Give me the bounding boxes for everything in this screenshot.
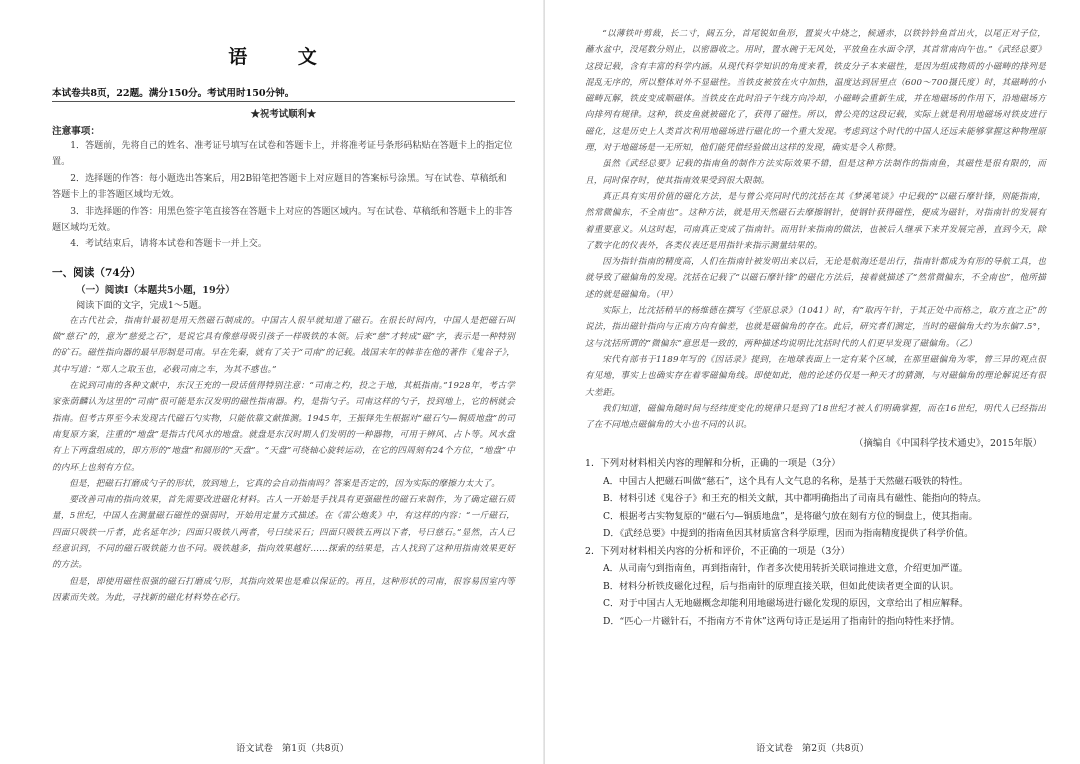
passage-paragraph: 在古代社会，指南针最初是用天然磁石制成的。中国古人很早就知道了磁石。在很长时间内，中国人是把磁石叫做“慈石”的，意为“慈爱之石”，是说它具有像慈母吸引孩子一样吸铁的本领。后来“慈”才转成“磁”字，表示是一种特别的矿石。磁性指向器的最早形制是司南。早在先秦，就有了关于“司南”的记载。战国末年的韩非在他的著作《鬼谷子》，其中写道：“郑人之取玉也，必载司南之车，为其不惑也。” [52,315,515,375]
wish-label: ★祝考试顺利★ [250,109,317,120]
reading-instruction: 阅读下面的文字，完成1～5题。 [76,299,208,311]
question-option: B．材料引述《鬼谷子》和王充的相关文献，其中都明确指出了司南具有磁性、能指向的特点。 [603,493,987,505]
notice-item: 2．选择题的作答：每小题选出答案后，用2B铅笔把答题卡上对应题目的答案标号涂黑。写在试卷、草稿纸和答题卡上的非答题区域均无效。 [52,173,507,201]
passage-paragraph: 在说到司南的各种文献中，东汉王充的一段话值得特别注意：“司南之杓，投之于地，其柢指南。”1928年，考古学家张荫麟认为这里的“司南”很可能是东汉发明的磁性指南器。杓，是指勺子。司南这样的勺子，投到地上，它的柄就会指南。但考古界至今未发现古代磁石勺实物，只能依靠文献推测。1945年，王振铎先生根据对“磁石勺—铜质地盘”的司南复原方案，注重的“地盘”是指古代风水的地盘。就盘是东汉时期人们发明的一种器物，可用于辨风、占卜等。风水盘有上下两盘组成的，即方形的“地盘”和圆形的“天盘”。“天盘”可绕轴心旋转运动，在它的四周刻有24个方位，“地盘”中的内环上也刻有方位。 [52,381,515,473]
question-stem: 1．下列对材料相关内容的理解和分析，正确的一项是（3分） [585,458,841,470]
passage-paragraph: 但是，把磁石打磨成勺子的形状，放到地上，它真的会自动指南吗？答案是否定的，因为实际的摩擦力太大了。 [69,478,501,489]
passage-paragraph: 宋代有部书于1189年写的《因话录》提到，在地球表面上一定有某个区域，在那里磁偏角为零，曾三异的观点很有见地，事实上也确实存在着零磁偏角线。即使如此，他的论述仍仅是一种天才的猜测，与对磁偏角的理论解说还有很大差距。 [585,354,1046,398]
passage-paragraph: “以薄铁叶剪裁，长二寸，阔五分，首尾锐如鱼形，置炭火中烧之，候通赤，以铁钤钤鱼首出火，以尾正对子位，蘸水盆中，没尾数分则止，以密器收之。用时，置水碗于无风处，平放鱼在水面令浮，其首常南向午也。”《武经总要》这段记载，含有丰富的科学内涵。从现代科学知识的角度来看，铁皮分子本来磁性，是因为组成物质的小磁畴的排列是混乱无序的，所以整体对外不显磁性。当铁皮被放在火中加热，温度达到居里点（600～700摄氏度）时，其磁畴的小磁畴瓦解，铁皮变成顺磁体。当铁皮在此时沿子午线方向冷却，小磁畴会重新生成，并在地磁场的作用下，沿地磁场方向排列有规律。这种，铁皮鱼就被磁化了，获得了磁性。所以，曾公亮的这段记载，实际上就是利用地磁场对铁皮进行磁化，这是历史上人类首次利用地磁场进行磁化的一个重大发现。考虑到这个时代的中国人还远未能够掌握这种物理原理，对于地磁场是一无所知，他们能凭借经验做出这样的发现，确实是令人称赞。 [585,29,1046,154]
passage-paragraph: 我们知道，磁偏角随时间与经纬度变化的规律只是到了18世纪才被人们明确掌握，而在16世纪，明代人已经指出了在不同地点磁偏角的大小也不同的认识。 [585,403,1046,431]
passage-paragraph: 实际上，比沈括稍早的杨维德在撰写《茔原总录》（1041）时，有“取丙午针，于其正处中而格之，取方直之正”的说法，指出磁针指向与正南方向有偏差，也就是磁偏角的存在。此后，研究者们测定，当时的磁偏角大约为东偏7.5°，这与沈括所谓的“微偏东”意思是一致的，两种描述均说明比沈括时代的人们更早发现了磁偏角。（乙） [585,306,1046,349]
question-option: C．根据考古实物复原的“磁石勺—铜质地盘”，是将磁勺放在刻有方位的铜盘上，使其指南。 [603,510,978,522]
question-option: D．“匹心一片磁针石，不指南方不肯休”这两句诗正是运用了指南针的指向特性来抒情。 [603,615,960,627]
question-option: A．从司南勺到指南鱼，再到指南针，作者多次使用转折关联词推进文意，介绍更加严谨。 [603,563,968,575]
question-option: C．对于中国古人无地磁概念却能利用地磁场进行磁化发现的原因，文章给出了相应解释。 [603,598,969,610]
passage-paragraph: 真正具有实用价值的磁化方法，是与曾公亮同时代的沈括在其《梦溪笔谈》中记载的“以磁石摩针锋，则能指南，然常微偏东，不全南也”。这种方法，就是用天然磁石去摩擦钢针，使钢针获得磁性，便成为磁针，对指南针的发展有着重要意义。从这时起，司南真正变成了指南针。而用针来指南的做法，也被后人继承下来并发展完善，直到今天，除了数字化的仪表外，各类仪表还是用指针来指示测量结果的。 [585,191,1046,251]
exam-meta: 本试卷共8页，22题。满分150分。考试用时150分钟。 [52,88,295,99]
subsection-heading: （一）阅读Ⅰ（本题共5小题，19分） [76,284,235,296]
passage-paragraph: 但是，即使用磁性很强的磁石打磨成勺形，其指向效果也是难以保证的。再且，这种形状的司南，很容易因室内等因素而失效。为此，寻找新的磁化材料势在必行。 [52,576,515,603]
passage-paragraph: 虽然《武经总要》记载的指南鱼的制作方法实际效果不错，但是这种方法制作的指南鱼，其磁性是很有限的，而且，同时保存时，使其指南效果受到很大限制。 [585,159,1046,186]
notice-item: 4．考试结束后，请将本试卷和答题卡一并上交。 [70,239,267,250]
divider [52,101,515,102]
notice-item: 3．非选择题的作答：用黑色签字笔直接答在答题卡上对应的答题区域内。写在试卷、草稿纸和答题卡上的非答题区域均无效。 [52,206,513,234]
question-option: B．材料分析铁皮磁化过程，后与指南针的原理直接关联，但如此使读者更全面的认识。 [603,580,959,592]
question-stem: 2．下列对材料相关内容的分析和评价，不正确的一项是（3分） [585,545,851,557]
question-option: A．中国古人把磁石叫做“慈石”，这个具有人文气息的名称，是基于天然磁石吸铁的特性。 [603,475,969,487]
passage-paragraph: 要改善司南的指向效果，首先需要改进磁化材料。古人一开始是手找具有更强磁性的磁石来制作，为了确定磁石质量，5世纪，中国人在测量磁石磁性的强弱时，开始用定量方式描述。在《雷公炮炙》中，有这样的内容：“一斤磁石，四面只吸铁一斤者，此名延年沙；四面只吸铁八两者，号曰续采石；四面只吸铁五两以下者，号曰慈石。”显然，古人已经意识到，不同的磁石吸铁能力也不同。吸铁越多，指向效果越好……探索的结果是，古人找到了这种用指南效果更好的方法。 [52,495,515,571]
notice-title: 注意事项： [52,126,100,137]
passage-source: （摘编自《中国科学技术通史》，2015年版） [854,438,1042,450]
section-heading: 一、阅读（74分） [52,266,141,279]
page-footer: 语文试卷 第1页（共8页） [236,743,349,754]
page-right [545,0,1080,764]
exam-title: 语 文 [228,46,339,68]
passage-paragraph: 因为指针指南的精度高，人们在指南针被发明出来以后，无论是航海还是出行，指南针都成为有形的导航工具，也就导致了磁偏角的发现。沈括在记载了“以磁石摩针锋”的磁化方法后，接着就描述了“然常微偏东，不全南也”，他所描述的就是磁偏角。（甲） [585,257,1046,300]
notice-item: 1．答题前，先将自己的姓名、准考证号填写在试卷和答题卡上，并将准考证号条形码粘贴在答题卡上的指定位置。 [52,141,513,168]
question-option: D．《武经总要》中提到的指南鱼因其材质富含科学原理，因而为指南精度提供了科学价值。 [603,528,974,540]
page-footer: 语文试卷 第2页（共8页） [756,743,869,754]
